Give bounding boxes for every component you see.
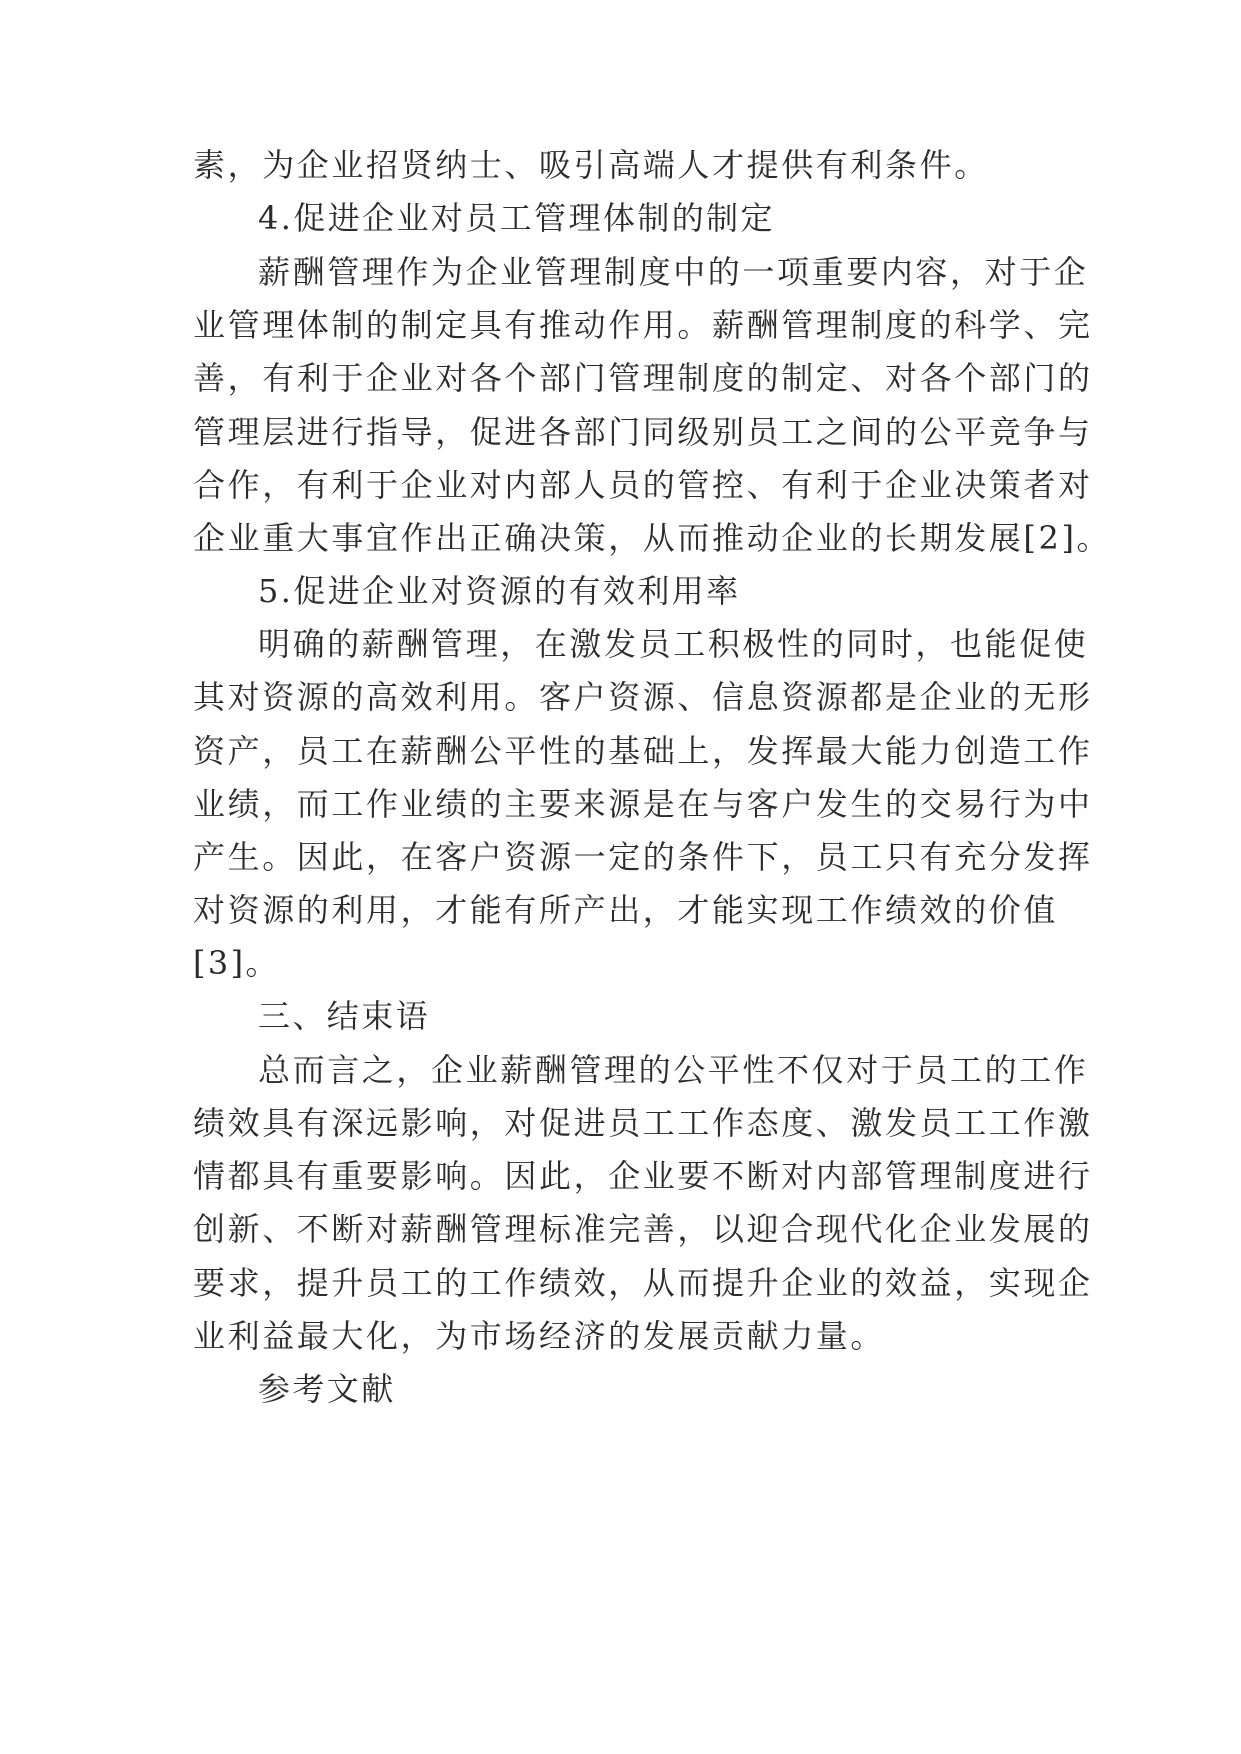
paragraph-line: 绩效具有深远影响，对促进员工工作态度、激发员工工作激 <box>193 1104 1093 1142</box>
section-heading-5: 5.促进企业对资源的有效利用率 <box>258 572 741 610</box>
references-heading: 参考文献 <box>258 1370 396 1408</box>
paragraph-line: 明确的薪酬管理，在激发员工积极性的同时，也能促使 <box>258 625 1089 663</box>
paragraph-line: 资产，员工在薪酬公平性的基础上，发挥最大能力创造工作 <box>193 732 1093 770</box>
paragraph-line: 业利益最大化，为市场经济的发展贡献力量。 <box>193 1317 886 1355</box>
paragraph-line: 其对资源的高效利用。客户资源、信息资源都是企业的无形 <box>193 678 1093 716</box>
paragraph-line: 情都具有重要影响。因此，企业要不断对内部管理制度进行 <box>193 1157 1093 1195</box>
paragraph-line: 创新、不断对薪酬管理标准完善，以迎合现代化企业发展的 <box>193 1210 1093 1248</box>
paragraph-line: 要求，提升员工的工作绩效，从而提升企业的效益，实现企 <box>193 1264 1093 1302</box>
paragraph-line: 业绩，而工作业绩的主要来源是在与客户发生的交易行为中 <box>193 785 1093 823</box>
paragraph-line: 薪酬管理作为企业管理制度中的一项重要内容，对于企 <box>258 253 1089 291</box>
paragraph-line: 企业重大事宜作出正确决策，从而推动企业的长期发展[2]。 <box>193 519 1112 557</box>
section-heading-conclusion: 三、结束语 <box>258 997 431 1035</box>
paragraph-line: 产生。因此，在客户资源一定的条件下，员工只有充分发挥 <box>193 838 1093 876</box>
paragraph-line: 管理层进行指导，促进各部门同级别员工之间的公平竞争与 <box>193 413 1093 451</box>
citation-line: [3]。 <box>193 944 280 982</box>
paragraph-line: 合作，有利于企业对内部人员的管控、有利于企业决策者对 <box>193 466 1093 504</box>
paragraph-line: 善，有利于企业对各个部门管理制度的制定、对各个部门的 <box>193 359 1093 397</box>
section-heading-4: 4.促进企业对员工管理体制的制定 <box>258 199 775 237</box>
paragraph-line: 业管理体制的制定具有推动作用。薪酬管理制度的科学、完 <box>193 306 1093 344</box>
paragraph-line: 对资源的利用，才能有所产出，才能实现工作绩效的价值 <box>193 891 1059 929</box>
paragraph-line: 总而言之，企业薪酬管理的公平性不仅对于员工的工作 <box>258 1051 1089 1089</box>
paragraph-line: 素，为企业招贤纳士、吸引高端人才提供有利条件。 <box>193 146 989 184</box>
